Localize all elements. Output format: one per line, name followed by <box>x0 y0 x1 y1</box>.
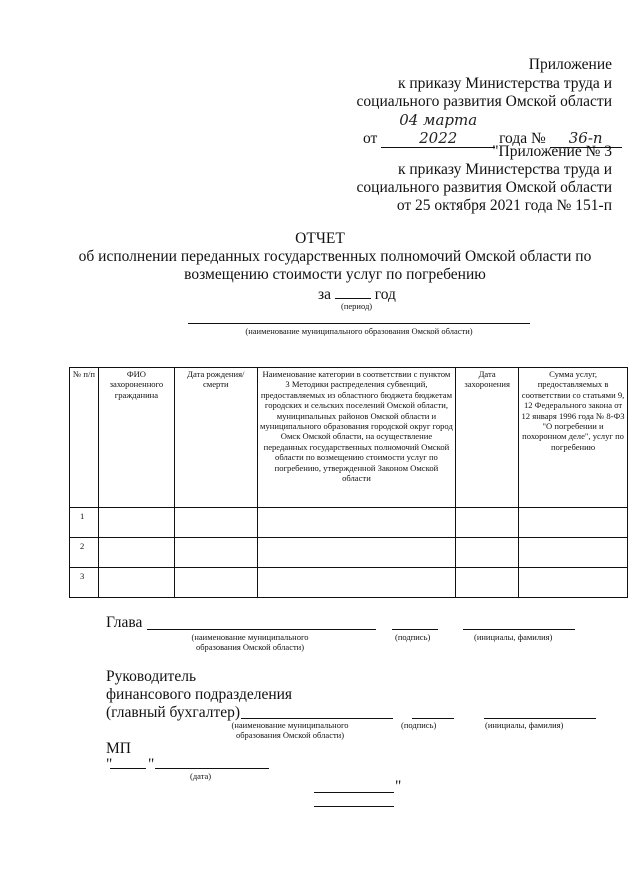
fin-label-3: (главный бухгалтер) <box>106 704 241 721</box>
head-caption-name-2: образования Омской области) <box>195 642 305 652</box>
date-close-quote: " <box>148 756 155 773</box>
appendix-order-line: к приказу Министерства труда и <box>397 75 612 92</box>
head-caption-name-1: (наименование муниципального <box>191 632 309 642</box>
head-caption-initials: (инициалы, фамилия) <box>474 632 553 642</box>
date-caption: (дата) <box>190 771 212 781</box>
table-cell <box>519 508 628 538</box>
table-cell <box>98 508 174 538</box>
table-cell <box>174 538 257 568</box>
table-cell <box>257 508 455 538</box>
mp-label: МП <box>106 740 131 757</box>
date-month-line <box>155 768 269 769</box>
fin-caption-name-2: образования Омской области) <box>235 730 345 740</box>
fin-caption-initials: (инициалы, фамилия) <box>485 720 564 730</box>
appendix3-order-line: к приказу Министерства труда и <box>397 161 612 178</box>
table-cell <box>519 538 628 568</box>
header-fio: ФИО захороненного гражданина <box>98 368 174 508</box>
goda-no-label: года № <box>499 130 546 147</box>
header-number: № п/п <box>70 368 99 508</box>
table-cell <box>174 568 257 598</box>
table-cell <box>257 538 455 568</box>
date-day-line <box>110 768 146 769</box>
closing-line-2 <box>314 806 394 807</box>
god-label: год <box>374 286 396 303</box>
date-open-quote: " <box>106 756 113 773</box>
header-burial-date: Дата захоронения <box>456 368 519 508</box>
report-subtitle-1: об исполнении переданных государственных полномочий Омской области по <box>78 248 592 265</box>
municipality-line <box>188 323 530 324</box>
report-subtitle-2: возмещению стоимости услуг по погребению <box>184 266 486 283</box>
municipality-caption: (наименование муниципального образования Омской области) <box>245 326 473 336</box>
report-table <box>69 367 628 598</box>
row-number: 1 <box>70 508 99 538</box>
closing-line-1 <box>314 792 394 793</box>
table-cell <box>174 508 257 538</box>
appendix-title: Приложение <box>528 56 612 73</box>
table-cell <box>456 508 519 538</box>
appendix3-date-line: от 25 октября 2021 года № 151-п <box>396 197 612 214</box>
closing-quote: " <box>395 778 402 795</box>
fin-caption-sign: (подпись) <box>401 720 437 730</box>
appendix-ministry-line: социального развития Омской области <box>356 93 612 110</box>
head-name-line <box>147 629 376 630</box>
fin-initials-line <box>484 718 596 719</box>
appendix3-title: "Приложение № 3 <box>492 143 612 160</box>
fin-label-2: финансового подразделения <box>106 686 293 703</box>
header-sum: Сумма услуг, предоставляемых в соответствии со статьями 9, 12 Федерального закона от 12 января 1996 года № 8-ФЗ "О погребении и похоронном деле", услуг по погребению <box>519 368 628 508</box>
fin-label-1: Руководитель <box>106 668 197 685</box>
report-title: ОТЧЕТ <box>295 230 345 247</box>
row-number: 3 <box>70 568 99 598</box>
table-cell <box>98 538 174 568</box>
table-row <box>70 508 628 538</box>
fin-caption-name-1: (наименование муниципального <box>231 720 349 730</box>
header-birth-death: Дата рождения/смерти <box>174 368 257 508</box>
fin-sign-line <box>412 718 454 719</box>
header-category: Наименование категории в соответствии с пунктом 3 Методики распределения субвенций, предоставляемых из областного бюджета бюджетам городских и сельских поселений Омской области, муниципальных районов Омской области и муниципального образования городской округ город Омск Омской области, на осуществление переданных государственных полномочий Омской области по возмещению стоимости услуг по погребению, утвержденной Законом Омской области <box>257 368 455 508</box>
head-caption-sign: (подпись) <box>395 632 431 642</box>
za-label: за <box>318 286 332 303</box>
row-number: 2 <box>70 538 99 568</box>
table-header-row <box>70 368 628 508</box>
handwritten-number: 36-п <box>550 129 622 148</box>
head-label: Глава <box>106 614 143 631</box>
table-cell <box>456 568 519 598</box>
fin-name-line <box>241 718 393 719</box>
head-initials-line <box>463 629 575 630</box>
period-caption: (период) <box>341 301 373 311</box>
table-cell <box>456 538 519 568</box>
table-row <box>70 538 628 568</box>
table-cell <box>519 568 628 598</box>
table-row <box>70 568 628 598</box>
head-sign-line <box>392 629 438 630</box>
table-cell <box>98 568 174 598</box>
period-blank <box>335 284 371 299</box>
handwritten-date: 04 марта 2022 <box>381 111 495 148</box>
table-cell <box>257 568 455 598</box>
appendix3-ministry-line: социального развития Омской области <box>356 179 612 196</box>
ot-label: от <box>363 130 378 147</box>
